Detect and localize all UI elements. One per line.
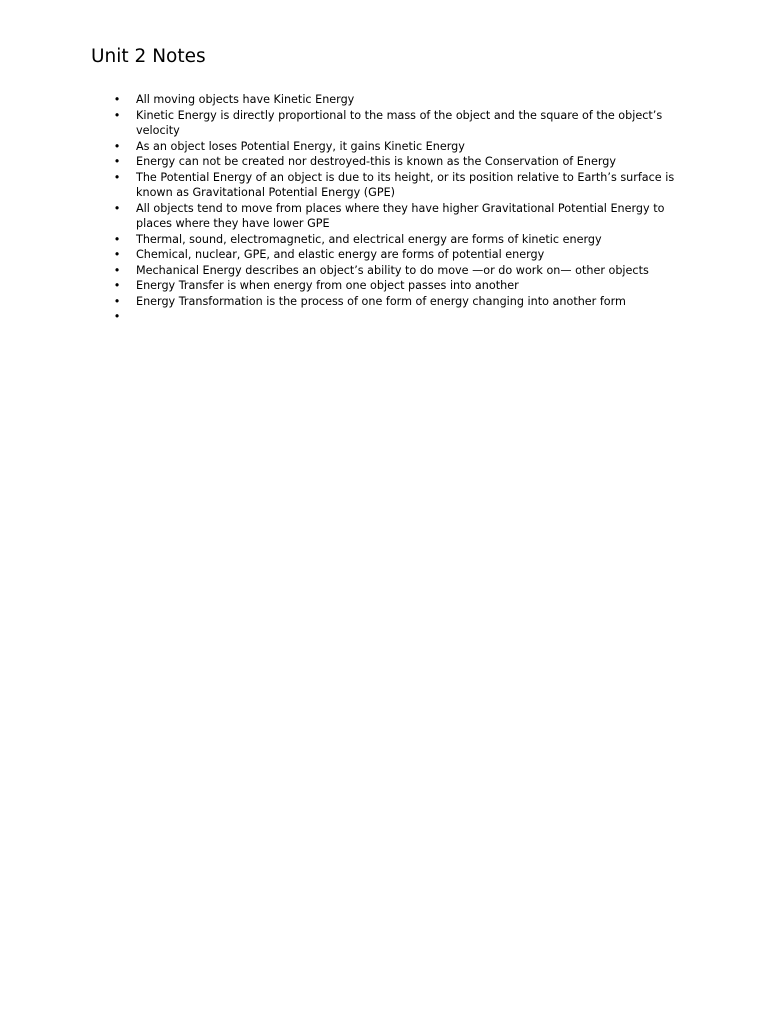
note-item [113, 247, 676, 263]
bullet-icon: • [113, 263, 121, 277]
note-text: Energy Transfer is when energy from one object passes into another [136, 279, 519, 292]
note-text: Thermal, sound, electromagnetic, and electrical energy are forms of kinetic energy [136, 232, 602, 246]
note-text: The Potential Energy of an object is due to its height, or its position relative to Earth’s surface is known as Gravitational Potential Energy (GPE) [136, 170, 675, 199]
bullet-icon: • [113, 139, 121, 153]
note-text: All objects tend to move from places where they have higher Gravitational Potential Energy to places where they have lower GPE [136, 201, 665, 230]
note-item [113, 278, 676, 294]
note-text: Energy Transformation is the process of one form of energy changing into another form [136, 294, 626, 308]
bullet-icon: • [113, 248, 121, 261]
note-text: Energy can not be created nor destroyed-this is known as the Conservation of Energy [136, 155, 616, 168]
note-item [113, 263, 676, 279]
note-item [113, 92, 676, 108]
note-item [113, 108, 676, 139]
bullet-icon: • [113, 155, 121, 168]
note-text: All moving objects have Kinetic Energy [136, 93, 355, 106]
note-item [113, 294, 676, 310]
note-item [113, 154, 676, 170]
bullet-icon: • [113, 93, 121, 106]
note-item [113, 232, 676, 248]
note-text: As an object loses Potential Energy, it gains Kinetic Energy [136, 139, 465, 153]
notes-list [113, 92, 676, 325]
note-item [113, 309, 676, 325]
bullet-icon: • [113, 108, 121, 122]
bullet-icon: • [113, 279, 121, 292]
note-text: Chemical, nuclear, GPE, and elastic energy are forms of potential energy [136, 248, 545, 261]
note-item [113, 170, 676, 201]
note-text: Kinetic Energy is directly proportional to the mass of the object and the square of the object’s velocity [136, 108, 663, 137]
bullet-icon: • [113, 294, 121, 308]
note-item [113, 139, 676, 155]
bullet-icon: • [113, 232, 121, 246]
note-item [113, 201, 676, 232]
page-title: Unit 2 Notes [91, 46, 206, 67]
note-text: Mechanical Energy describes an object’s ability to do move —or do work on— other objects [136, 263, 649, 277]
bullet-icon: • [113, 310, 121, 323]
bullet-icon: • [113, 170, 121, 184]
bullet-icon: • [113, 201, 121, 215]
